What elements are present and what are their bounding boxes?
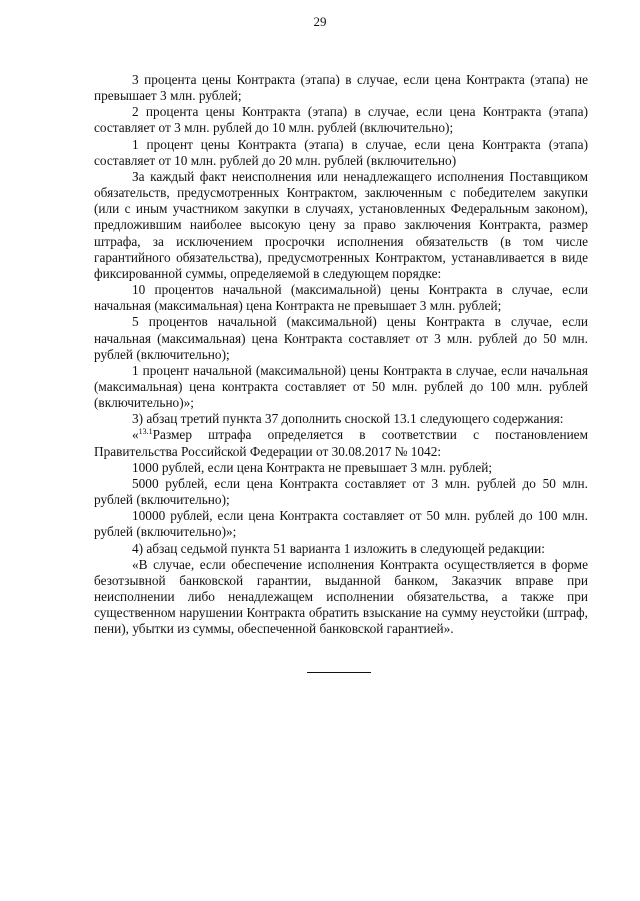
footnote-open-quote: «	[132, 427, 139, 443]
paragraph: 4) абзац седьмой пункта 51 варианта 1 изложить в следующей редакции:	[132, 540, 545, 556]
paragraph: 1 процент начальной (максимальной) цены Контракта в случае, если начальная (максимальная) цена контракта составляет от 50 млн. рублей до 100 млн. рублей (включительно)»;	[94, 362, 588, 411]
paragraph: 3) абзац третий пункта 37 дополнить сноской 13.1 следующего содержания:	[132, 411, 564, 427]
footnote-text: Размер штрафа определяется в соответствии с постановлением Правительства Российской Федерации от 30.08.2017 № 1042:	[94, 427, 588, 459]
document-body	[94, 72, 588, 637]
paragraph: 5 процентов начальной (максимальной) цены Контракта в случае, если начальная (максимальная) цена Контракта составляет от 3 млн. рублей до 50 млн. рублей (включительно);	[94, 314, 588, 362]
footnote-paragraph	[94, 427, 588, 459]
paragraph: 10000 рублей, если цена Контракта составляет от 50 млн. рублей до 100 млн. рублей (включительно)»;	[94, 508, 588, 540]
paragraph: «В случае, если обеспечение исполнения Контракта осуществляется в форме безотзывной банковской гарантии, выданной банком, Заказчик вправе при неисполнении либо ненадлежащем исполнении обязательства, а также при существенном нарушении Контракта обратить взыскание на сумму неустойки (штраф, пени), убытки из суммы, обеспеченной банковской гарантией».	[94, 556, 588, 637]
footnote-marker: 13.1	[138, 427, 153, 437]
paragraph: 1000 рублей, если цена Контракта не превышает 3 млн. рублей;	[132, 459, 493, 475]
paragraph: 3 процента цены Контракта (этапа) в случае, если цена Контракта (этапа) не превышает 3 млн. рублей;	[94, 72, 588, 104]
paragraph: 2 процента цены Контракта (этапа) в случае, если цена Контракта (этапа) составляет от 3 млн. рублей до 10 млн. рублей (включительно);	[94, 104, 588, 136]
page-number: 29	[313, 14, 327, 29]
paragraph: За каждый факт неисполнения или ненадлежащего исполнения Поставщиком обязательств, предусмотренных Контрактом, заключенным с победителем закупки (или с иным участником закупки в случаях, установленных Федеральным законом), предложившим наиболее высокую цену за право заключения Контракта, размер штрафа, за исключением просрочки исполнения обязательств (в том числе гарантийного обязательства), предусмотренных Контрактом, устанавливается в виде фиксированной суммы, определяемой в следующем порядке:	[94, 168, 588, 281]
paragraph: 10 процентов начальной (максимальной) цены Контракта в случае, если начальная (максимальная) цена Контракта не превышает 3 млн. рублей;	[94, 282, 588, 314]
paragraph: 5000 рублей, если цена Контракта составляет от 3 млн. рублей до 50 млн. рублей (включительно);	[94, 475, 588, 508]
paragraph: 1 процент цены Контракта (этапа) в случае, если цена Контракта (этапа) составляет от 10 млн. рублей до 20 млн. рублей (включительно)	[94, 136, 588, 168]
end-divider	[307, 672, 371, 673]
